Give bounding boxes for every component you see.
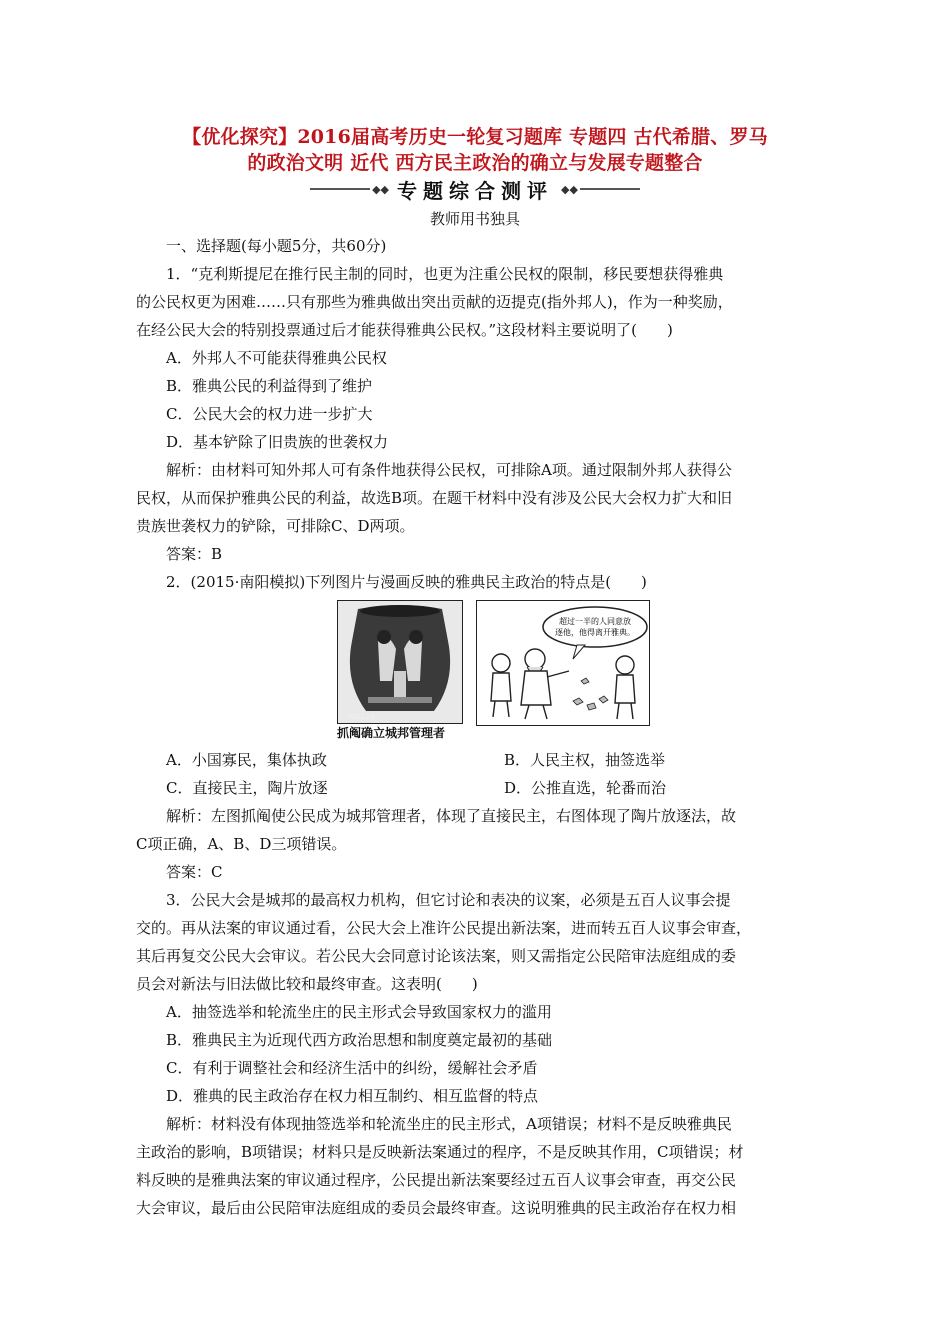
q1-answer: 答案：B <box>166 545 223 563</box>
q3-option-b: B．雅典民主为近现代西方政治思想和制度奠定最初的基础 <box>166 1031 553 1049</box>
cartoon-illustration <box>477 601 649 725</box>
subtitle: 教师用书独具 <box>429 210 520 228</box>
q3-stem-line4: 员会对新法与旧法做比较和最终审查。这表明( ) <box>136 975 478 993</box>
vase-image <box>337 600 463 724</box>
q2-explanation-line2: C项正确，A、B、D三项错误。 <box>136 835 347 853</box>
left-figure-caption: 抓阄确立城邦管理者 <box>337 726 446 740</box>
q3-option-d: D．雅典的民主政治存在权力相互制约、相互监督的特点 <box>166 1087 539 1105</box>
q1-explanation-line1: 解析：由材料可知外邦人可有条件地获得公民权，可排除A项。通过限制外邦人获得公 <box>166 461 732 479</box>
q3-explanation-line1: 解析：材料没有体现抽签选举和轮流坐庄的民主形式，A项错误；材料不是反映雅典民 <box>166 1115 732 1133</box>
q2-option-a: A．小国寡民，集体执政 <box>166 751 327 769</box>
q1-stem-line1: 1．“克利斯提尼在推行民主制的同时，也更为注重公民权的限制，移民要想获得雅典 <box>166 265 724 283</box>
section-heading: 一、选择题(每小题5分，共60分) <box>166 237 387 255</box>
q1-option-a: A．外邦人不可能获得雅典公民权 <box>166 349 387 367</box>
diamond-icon: ◆◆ <box>372 182 389 196</box>
q1-stem-line3: 在经公民大会的特别投票通过后才能获得雅典公民权。”这段材料主要说明了( ) <box>136 321 673 339</box>
q1-option-b: B．雅典公民的利益得到了维护 <box>166 377 373 395</box>
vase-label: HELLAS <box>348 713 375 721</box>
document-title-line1: 【优化探究】2016届高考历史一轮复习题库 专题四 古代希腊、罗马 <box>182 126 768 148</box>
q1-option-c: C．公民大会的权力进一步扩大 <box>166 405 373 423</box>
diamond-icon: ◆◆ <box>561 182 578 196</box>
q3-option-c: C．有利于调整社会和经济生活中的纠纷，缓解社会矛盾 <box>166 1059 538 1077</box>
q3-explanation-line3: 料反映的是雅典法案的审议通过程序，公民提出新法案要经过五百人议事会审查，再交公民 <box>136 1171 737 1189</box>
q3-stem-line3: 其后再复交公民大会审议。若公民大会同意讨论该法案，则又需指定公民陪审法庭组成的委 <box>136 947 737 965</box>
q3-stem-line1: 3．公民大会是城邦的最高权力机构，但它讨论和表决的议案，必须是五百人议事会提 <box>166 891 731 909</box>
q2-stem: 2．(2015·南阳模拟)下列图片与漫画反映的雅典民主政治的特点是( ) <box>166 573 647 591</box>
q3-explanation-line2: 主政治的影响，B项错误；材料只是反映新法案通过的程序，不是反映其作用，C项错误；材 <box>136 1143 744 1161</box>
q2-option-c: C．直接民主，陶片放逐 <box>166 779 328 797</box>
q2-option-b: B．人民主权，抽签选举 <box>504 751 666 769</box>
q1-stem-line2: 的公民权更为困难……只有那些为雅典做出突出贡献的迈提克(指外邦人)，作为一种奖励， <box>136 293 733 311</box>
document-title-line2: 的政治文明 近代 西方民主政治的确立与发展专题整合 <box>247 152 703 174</box>
q2-option-d: D．公推直选，轮番而治 <box>504 779 667 797</box>
speech-bubble-line1: 超过一半的人同意放 <box>559 617 631 626</box>
vase-illustration <box>338 601 462 723</box>
cartoon-image <box>476 600 650 726</box>
q2-explanation-line1: 解析：左图抓阄使公民成为城邦管理者，体现了直接民主，右图体现了陶片放逐法，故 <box>166 807 737 825</box>
q3-explanation-line4: 大会审议，最后由公民陪审法庭组成的委员会最终审查。这说明雅典的民主政治存在权力相 <box>136 1199 737 1217</box>
q3-option-a: A．抽签选举和轮流坐庄的民主形式会导致国家权力的滥用 <box>166 1003 552 1021</box>
q1-explanation-line3: 贵族世袭权力的铲除，可排除C、D两项。 <box>136 517 415 535</box>
speech-bubble-line2: 逐他，他得离开雅典。 <box>555 628 635 637</box>
q3-stem-line2: 交的。再从法案的审议通过看，公民大会上准许公民提出新法案，进而转五百人议事会审查， <box>136 919 752 937</box>
q1-option-d: D．基本铲除了旧贵族的世袭权力 <box>166 433 389 451</box>
banner-rule-right <box>580 188 640 190</box>
section-banner <box>300 176 650 202</box>
banner-rule-left <box>310 188 370 190</box>
banner-text: 专题综合测评 <box>397 178 553 203</box>
q1-explanation-line2: 民权，从而保护雅典公民的利益，故选B项。在题干材料中没有涉及公民大会权力扩大和旧 <box>136 489 733 507</box>
q2-answer: 答案：C <box>166 863 223 881</box>
